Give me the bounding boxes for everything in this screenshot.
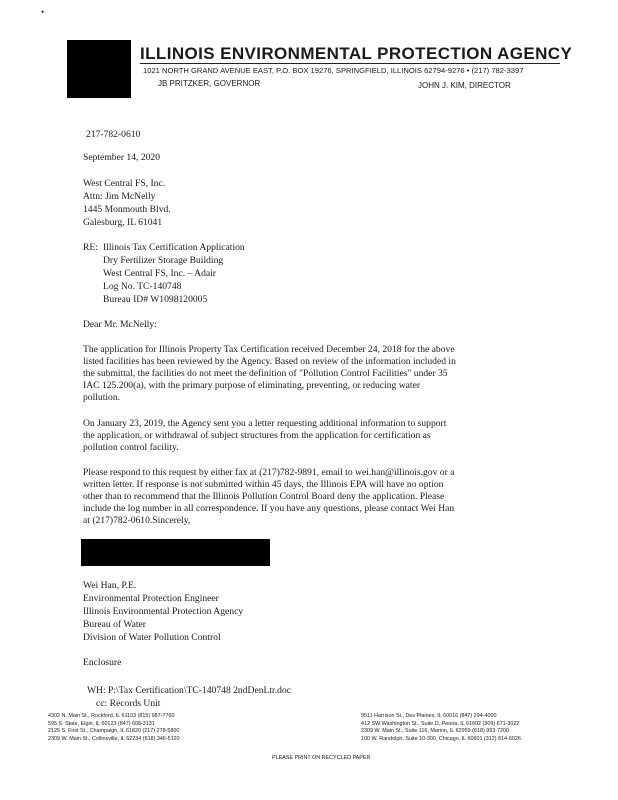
paragraph-line: include the log number in all correspondence. If you have any questions, please contact Wei Han xyxy=(83,503,455,514)
enclosure-note: Enclosure xyxy=(83,657,122,668)
redacted-signature xyxy=(81,539,270,566)
recipient-line: 1445 Monmouth Blvd. xyxy=(83,204,171,215)
paragraph-line: written letter. If response is not submitted within 45 days, the Illinois EPA will have no option xyxy=(83,479,444,490)
recipient-line: Galesburg, IL 61041 xyxy=(83,217,163,228)
paragraph-3 xyxy=(83,467,523,527)
office-address: 2125 S. First St., Champaign, IL 61820 (217) 278-5800 xyxy=(48,728,180,735)
paragraph-line: Please respond to this request by either fax at (217)782-9891, email to wei.han@illinois.gov or a xyxy=(83,467,455,478)
office-address: 2309 W. Main St., Suite 116, Marion, IL 62959 (618) 993-7200 xyxy=(361,728,510,735)
file-path: WH: P:\Tax Certification\TC-140748 2ndDenLtr.doc xyxy=(87,685,291,696)
office-address: 4302 N. Main St., Rockford, IL 61103 (815) 987-7760 xyxy=(48,713,175,719)
scan-mark: • xyxy=(41,7,45,17)
recipient-line: Attn: Jim McNelly xyxy=(83,191,156,202)
agency-name: ILLINOIS ENVIRONMENTAL PROTECTION AGENCY xyxy=(140,44,573,63)
paragraph-line: the submittal, the facilities do not meet the definition of "Pollution Control Facilities" under 35 xyxy=(83,368,448,379)
paragraph-2 xyxy=(83,418,523,454)
paragraph-line: the application, or withdrawal of subject structures from the application for certification as xyxy=(83,430,431,441)
redacted-logo xyxy=(67,40,131,98)
recycled-note: PLEASE PRINT ON RECYCLED PAPER xyxy=(272,755,371,761)
signature-line: Environmental Protection Engineer xyxy=(83,593,219,604)
paragraph-line: pollution. xyxy=(83,392,121,403)
signature-line: Wei Han, P.E. xyxy=(83,580,137,591)
director-name: JOHN J. KIM, DIRECTOR xyxy=(418,81,511,90)
paragraph-line: other than to recommend that the Illinois Pollution Control Board deny the application. Please xyxy=(83,491,445,502)
office-address: 100 W. Randolph, Suite 10-300, Chicago, IL 60601 (312) 814-6026 xyxy=(361,735,521,742)
subject-line: Illinois Tax Certification Application xyxy=(103,242,245,253)
re-label: RE: xyxy=(83,242,98,253)
governor-name: JB PRITZKER, GOVERNOR xyxy=(158,79,261,88)
footer-offices-right xyxy=(361,713,521,743)
letterhead-rule xyxy=(140,63,560,64)
subject-line: Log No. TC-140748 xyxy=(103,281,182,292)
office-address: 2309 W. Main St., Collinsville, IL 62234 (618) 346-5120 xyxy=(48,735,180,742)
signature-block xyxy=(83,579,243,644)
cc-line: cc: Records Unit xyxy=(96,698,161,709)
paragraph-line: at (217)782-0610.Sincerely, xyxy=(83,515,191,526)
paragraph-line: listed facilities has been reviewed by the Agency. Based on review of the information included in xyxy=(83,356,456,367)
paragraph-line: The application for Illinois Property Tax Certification received December 24, 2018 for the above xyxy=(83,344,455,355)
letter-date: September 14, 2020 xyxy=(83,152,161,163)
signature-line: Bureau of Water xyxy=(83,619,146,630)
signature-line: Illinois Environmental Protection Agency xyxy=(83,606,244,617)
office-address: 595 S. State, Elgin, IL 60123 (847) 608-3131 xyxy=(48,720,155,727)
subject-block xyxy=(103,241,245,306)
paragraph-line: On January 23, 2019, the Agency sent you a letter requesting additional information to support xyxy=(83,418,447,429)
salutation: Dear Mr. McNelly: xyxy=(83,319,157,330)
subject-line: Dry Fertilizer Storage Building xyxy=(103,255,224,266)
office-address: 9511 Harrison St., Des Plaines, IL 60016 (847) 294-4000 xyxy=(361,713,497,719)
paragraph-line: IAC 125.200(a), with the primary purpose of eliminating, preventing, or reducing water xyxy=(83,380,421,391)
signature-line: Division of Water Pollution Control xyxy=(83,632,221,643)
paragraph-line: pollution control facility. xyxy=(83,442,179,453)
contact-phone: 217-782-0610 xyxy=(86,129,141,140)
subject-line: Bureau ID# W1098120005 xyxy=(103,294,208,305)
recipient-line: West Central FS, Inc. xyxy=(83,178,166,189)
subject-line: West Central FS, Inc. – Adair xyxy=(103,268,217,279)
office-address: 412 SW Washington St., Suite D, Peoria, IL 61602 (309) 671-3022 xyxy=(361,720,520,727)
agency-address: 1021 NORTH GRAND AVENUE EAST, P.O. BOX 19276, SPRINGFIELD, ILLINOIS 62794-9276 • (217) 782-3397 xyxy=(143,66,524,75)
recipient-block xyxy=(83,177,171,229)
footer-offices-left xyxy=(48,713,180,743)
paragraph-1 xyxy=(83,344,523,404)
